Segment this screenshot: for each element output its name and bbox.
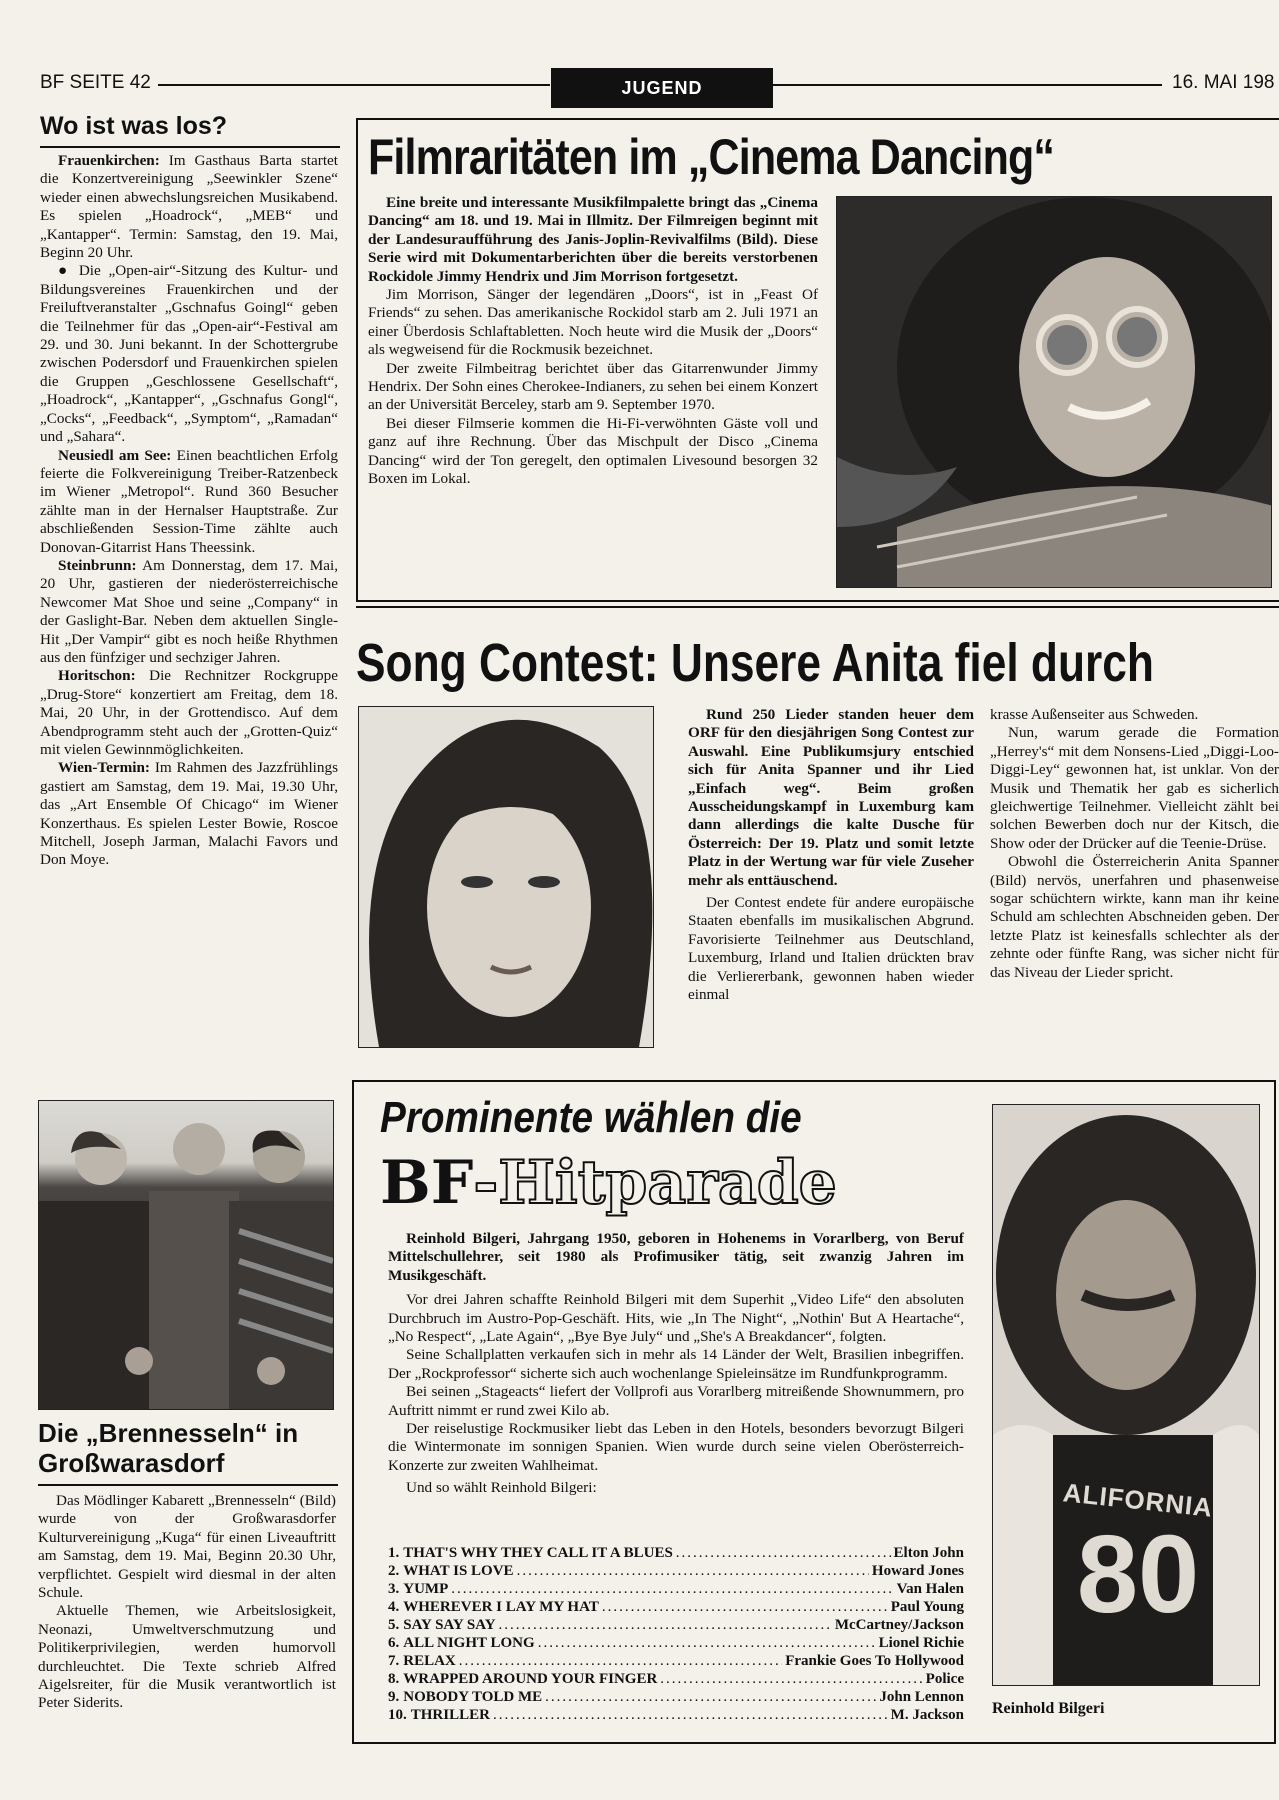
filmraritaeten-body [368,194,818,489]
woistwas-paragraph: Wien-Termin: Im Rahmen des Jazzfrühlings gastiert am Samstag, dem 19. Mai, 19.30 Uhr, das „Art Ensemble Of Chicago“ im Wiener Konzerthaus. Es spielen Lester Bowie, Roscoe Mitchell, Joseph Jarman, Malachi Favors und Don Moye. [40,759,338,869]
songcontest-paragraph: Nun, warum gerade die Formation „Herrey's“ mit dem Nonsens-Lied „Diggi-Loo-Diggi-Ley“ gewonnen hat, ist unklar. Von der Musik und Thematik her gab es sicherlich gleichwertige Teilnehmer. Vielleicht zählt bei solchen Bewerben doch nur der Kitsch, die Show oder der Drücker auf die Teenie-Drüse. [990,724,1279,852]
brennesseln-body [38,1492,336,1713]
hitparade-paragraph: Vor drei Jahren schaffte Reinhold Bilgeri mit dem Superhit „Video Life“ den absoluten Durchbruch im Austro-Pop-Geschäft. Hits, wie „In The Night“, „Nothin' But A Heartache“, „No Respect“, „Late Again“, „Bye Bye July“ und „She's A Breakdancer“, folgten. [388,1291,964,1346]
songcontest-lead: Rund 250 Lieder standen heuer dem ORF für den diesjährigen Song Contest zur Auswahl. Eine Publikumsjury entschied sich für Anita Spanner und ihr Lied „Einfach weg“. Beim großen Ausscheidungskampf in Luxemburg kam dann allerdings die kalte Dusche für Österreich: Der 19. Platz und somit letzte Platz in der Wertung war für viele Zuseher mehr als enttäuschend. [688,706,974,889]
filmraritaeten-paragraph: Jim Morrison, Sänger der legendären „Doors“, ist in „Feast Of Friends“ zu sehen. Das amerikanische Rockidol starb am 2. Juli 1971 an einer Überdosis Schlaftabletten. Noch heute wird die Musik der „Doors“ als wegweisend für die Rockmusik bezeichnet. [368,286,818,359]
filmraritaeten-lead: Eine breite und interessante Musikfilmpalette bringt das „Cinema Dancing“ am 18. und 19. Mai in Illmitz. Der Filmreigen beginnt mit der Landesuraufführung des Janis-Joplin-Revivalfilms (Bild). Diese Serie wird mit Dokumentarberichten über die bereits verstorbenen Rockidole Jimmy Hendrix und Jim Morrison fortgesetzt. [368,194,818,285]
hitparade-title-line2 [380,1148,837,1218]
hitparade-song: RELAX [403,1653,456,1669]
hitparade-leader [545,1688,876,1706]
hitparade-leader [538,1634,876,1652]
janis-joplin-photo [836,196,1272,588]
songcontest-col1 [688,706,974,1005]
brennesseln-paragraph: Aktuelle Themen, wie Arbeitslosigkeit, Neonazi, Umweltverschmutzung und Politikerprivilegien, werden humorvoll durchleuchtet. Die Texte schrieb Alfred Aigelsreiter, für die Musik verantwortlich ist Peter Siderits. [38,1602,336,1712]
hitparade-row [388,1562,964,1580]
issue-date: 16. MAI 198 [1172,72,1275,93]
woistwas-paragraph: Horitschon: Die Rechnitzer Rockgruppe „Drug-Store“ konzertiert am Freitag, dem 18. Mai, 20 Uhr, in der Grottendisco. Auf dem Abendprogramm steht auch der „Grotten-Quiz“ mit vielen Gewinnmöglichkeiten. [40,667,338,758]
hitparade-artist: Elton John [893,1545,964,1561]
hitparade-artist: McCartney/Jackson [834,1617,964,1633]
woistwas-rule [40,146,340,148]
hitparade-song: YUMP [403,1581,449,1597]
hitparade-song: THRILLER [410,1707,490,1723]
hitparade-rank: 6. [388,1635,400,1651]
hitparade-song: ALL NIGHT LONG [403,1635,535,1651]
section-label: JUGEND [553,70,771,106]
hitparade-rank: 2. [388,1563,400,1579]
hitparade-row [388,1616,964,1634]
hitparade-artist: M. Jackson [890,1707,964,1723]
hitparade-rank: 8. [388,1671,400,1687]
filmraritaeten-paragraph: Der zweite Filmbeitrag berichtet über das Gitarrenwunder Jimmy Hendrix. Der Sohn eines Cherokee-Indianers, zu sehen bei einem Konzert an der Universität Berceley, starb am 9. September 1970. [368,359,818,414]
page-number: BF SEITE 42 [40,72,151,93]
hitparade-title-bf: BF [380,1148,474,1218]
hitparade-leader [499,1616,832,1634]
hitparade-artist: Frankie Goes To Hollywood [785,1653,964,1669]
reinhold-bilgeri-photo [992,1104,1260,1686]
hitparade-leader [602,1598,888,1616]
hitparade-artist: Howard Jones [871,1563,964,1579]
hitparade-song: SAY SAY SAY [403,1617,496,1633]
hitparade-row [388,1580,964,1598]
hitparade-row [388,1652,964,1670]
hitparade-paragraph: Seine Schallplatten verkaufen sich in mehr als 14 Länder der Welt, Brasilien inbegriffen. Der „Rockprofessor“ sicherte sich auch wochenlange Spieleinsätze im Rundfunkprogramm. [388,1346,964,1382]
hitparade-leader [451,1580,893,1598]
shirt-lettering: ALIFORNIA [1061,1477,1215,1523]
hitparade-song: NOBODY TOLD ME [403,1689,543,1705]
hitparade-song: WRAPPED AROUND YOUR FINGER [403,1671,658,1687]
hitparade-artist: Lionel Richie [878,1635,964,1651]
hitparade-artist: John Lennon [879,1689,964,1705]
hitparade-row [388,1544,964,1562]
filmraritaeten-title: Filmraritäten im „Cinema Dancing“ [368,129,1055,185]
filmraritaeten-paragraph: Bei dieser Filmserie kommen die Hi-Fi-verwöhnten Gäste voll und ganz auf ihre Rechnung. Über das Mischpult der Disco „Cinema Dancing“ wird der Ton geregelt, den optimalen Livesound besorgen 32 Boxen im Lokal. [368,414,818,488]
woistwas-paragraph: Frauenkirchen: Im Gasthaus Barta startet die Konzertvereinigung „Seewinkler Szene“ wieder einen abwechslungsreichen Musikabend. Es spielen „Hoadrock“, „MEB“ und „Kantapper“. Termin: Samstag, den 19. Mai, Beginn 20 Uhr. [40,152,338,262]
hitparade-row [388,1670,964,1688]
hitparade-leader [493,1706,888,1724]
brennesseln-title: Die „Brennesseln“ in Großwarasdorf [38,1418,299,1478]
hitparade-row [388,1706,964,1724]
shirt-number: 80 [1076,1513,1200,1636]
hitparade-title-line1: Prominente wählen die [380,1093,802,1142]
songcontest-title: Song Contest: Unsere Anita fiel durch [356,633,1154,693]
hitparade-leader [676,1544,891,1562]
hitparade-rank: 7. [388,1653,400,1669]
hitparade-song: THAT'S WHY THEY CALL IT A BLUES [403,1545,673,1561]
hitparade-artist: Paul Young [890,1599,964,1615]
hitparade-rank: 3. [388,1581,400,1597]
hitparade-song: WHEREVER I LAY MY HAT [403,1599,599,1615]
hitparade-leader [517,1562,869,1580]
hitparade-list [388,1544,964,1724]
woistwas-title: Wo ist was los? [40,112,228,140]
brennesseln-paragraph: Das Mödlinger Kabarett „Brennesseln“ (Bild) wurde von der Großwarasdorfer Kulturvereinigung „Kuga“ für einen Liveauftritt am Samstag, dem 19. Mai, Beginn 20.30 Uhr, verpflichtet. Gespielt wird diesmal in der alten Schule. [38,1492,336,1602]
hitparade-leader [660,1670,922,1688]
hitparade-artist: Police [925,1671,964,1687]
hitparade-paragraph: Und so wählt Reinhold Bilgeri: [406,1479,597,1497]
brennesseln-photo [38,1100,334,1410]
songcontest-paragraph: Obwohl die Österreicherin Anita Spanner (Bild) nervös, unerfahren und phasenweise sogar schüchtern wirkte, kann man ihr keine Schuld am schlechten Abschneiden geben. Der letzte Platz ist keinesfalls schlechter als der zehnte oder fünfte Rang, was sicher nicht für das Niveau der Lieder spricht. [990,853,1279,981]
hitparade-artist: Van Halen [896,1581,964,1597]
masthead-rule-left [158,84,550,86]
songcontest-top-rule [356,606,1279,608]
hitparade-paragraph: Der reiselustige Rockmusiker liebt das Leben in den Hotels, besonders bevorzugt Bilgeri die Wintermonate im sonnigen Spanien. Wien wurde durch seine vielen Oberösterreich-Konzerte zur zweiten Wahlheimat. [388,1420,964,1474]
hitparade-song: WHAT IS LOVE [403,1563,514,1579]
woistwas-paragraph: ● Die „Open-air“-Sitzung des Kultur- und Bildungsvereines Frauenkirchen und der Freiluftveranstalter „Gschnafus Goingl“ geben die Teilnehmer für das „Open-air“-Festival am 29. und 30. Juni bekannt. In der Schottergrube zwischen Podersdorf und Frauenkirchen spielen die Gruppen „Geschlossene Gesellschaft“, „Hoadrock“, „Kantapper“, „Gschnafus Gongl“, „Cocks“, „Feedback“, „Symptom“, „Ramadan“ und „Sahara“. [40,262,338,446]
masthead-rule-right [770,84,1162,86]
hitparade-rank: 5. [388,1617,400,1633]
hitparade-paragraph: Bei seinen „Stageacts“ liefert der Vollprofi aus Vorarlberg mitreißende Shownummern, pro Auftritt nimmt er rund zwei Kilo ab. [388,1383,964,1419]
hitparade-rank: 9. [388,1689,400,1705]
hitparade-body [388,1230,964,1498]
hitparade-row [388,1634,964,1652]
songcontest-paragraph: krasse Außenseiter aus Schweden. [990,706,1199,723]
anita-spanner-photo [358,706,654,1048]
hitparade-row [388,1688,964,1706]
hitparade-rank: 4. [388,1599,400,1615]
brennesseln-rule [38,1484,338,1486]
hitparade-title-hit: -Hitparade [473,1148,837,1218]
hitparade-rank: 1. [388,1545,400,1561]
woistwas-paragraph: Steinbrunn: Am Donnerstag, dem 17. Mai, 20 Uhr, gastieren der niederösterreichische Newcomer Mat Shoe und seine „Company“ in der Gaslight-Bar. Neben dem aktuellen Single-Hit „Der Vampir“ gibt es noch heiße Rhythmen aus den fünfziger und sechziger Jahren. [40,556,338,666]
hitparade-row [388,1598,964,1616]
hitparade-leader [459,1652,782,1670]
songcontest-col2 [990,706,1279,982]
hitparade-lead: Reinhold Bilgeri, Jahrgang 1950, geboren in Hohenems in Vorarlberg, von Beruf Mittelschullehrer, seit 1980 als Profimusiker tätig, seit zwanzig Jahren im Musikgeschäft. [388,1230,964,1284]
woistwas-body [40,152,338,870]
woistwas-paragraph: Neusiedl am See: Einen beachtlichen Erfolg feierte die Folkvereinigung Treiber-Ratzenbeck im Wiener „Metropol“. Rund 360 Besucher zählte man in der Hernalser Hauptstraße. Zur abschließenden Session-Time zählte auch Donovan-Gitarrist Hans Theessink. [40,446,338,556]
hitparade-rank: 10. [388,1707,407,1723]
songcontest-paragraph: Der Contest endete für andere europäische Staaten ebenfalls im musikalischen Abgrund. Favorisierte Teilnehmer aus Deutschland, Luxemburg, Irland und Italien drückten brav die Verliererbank, gewonnen haben wieder einmal [688,894,974,1004]
bilgeri-caption: Reinhold Bilgeri [992,1700,1105,1717]
